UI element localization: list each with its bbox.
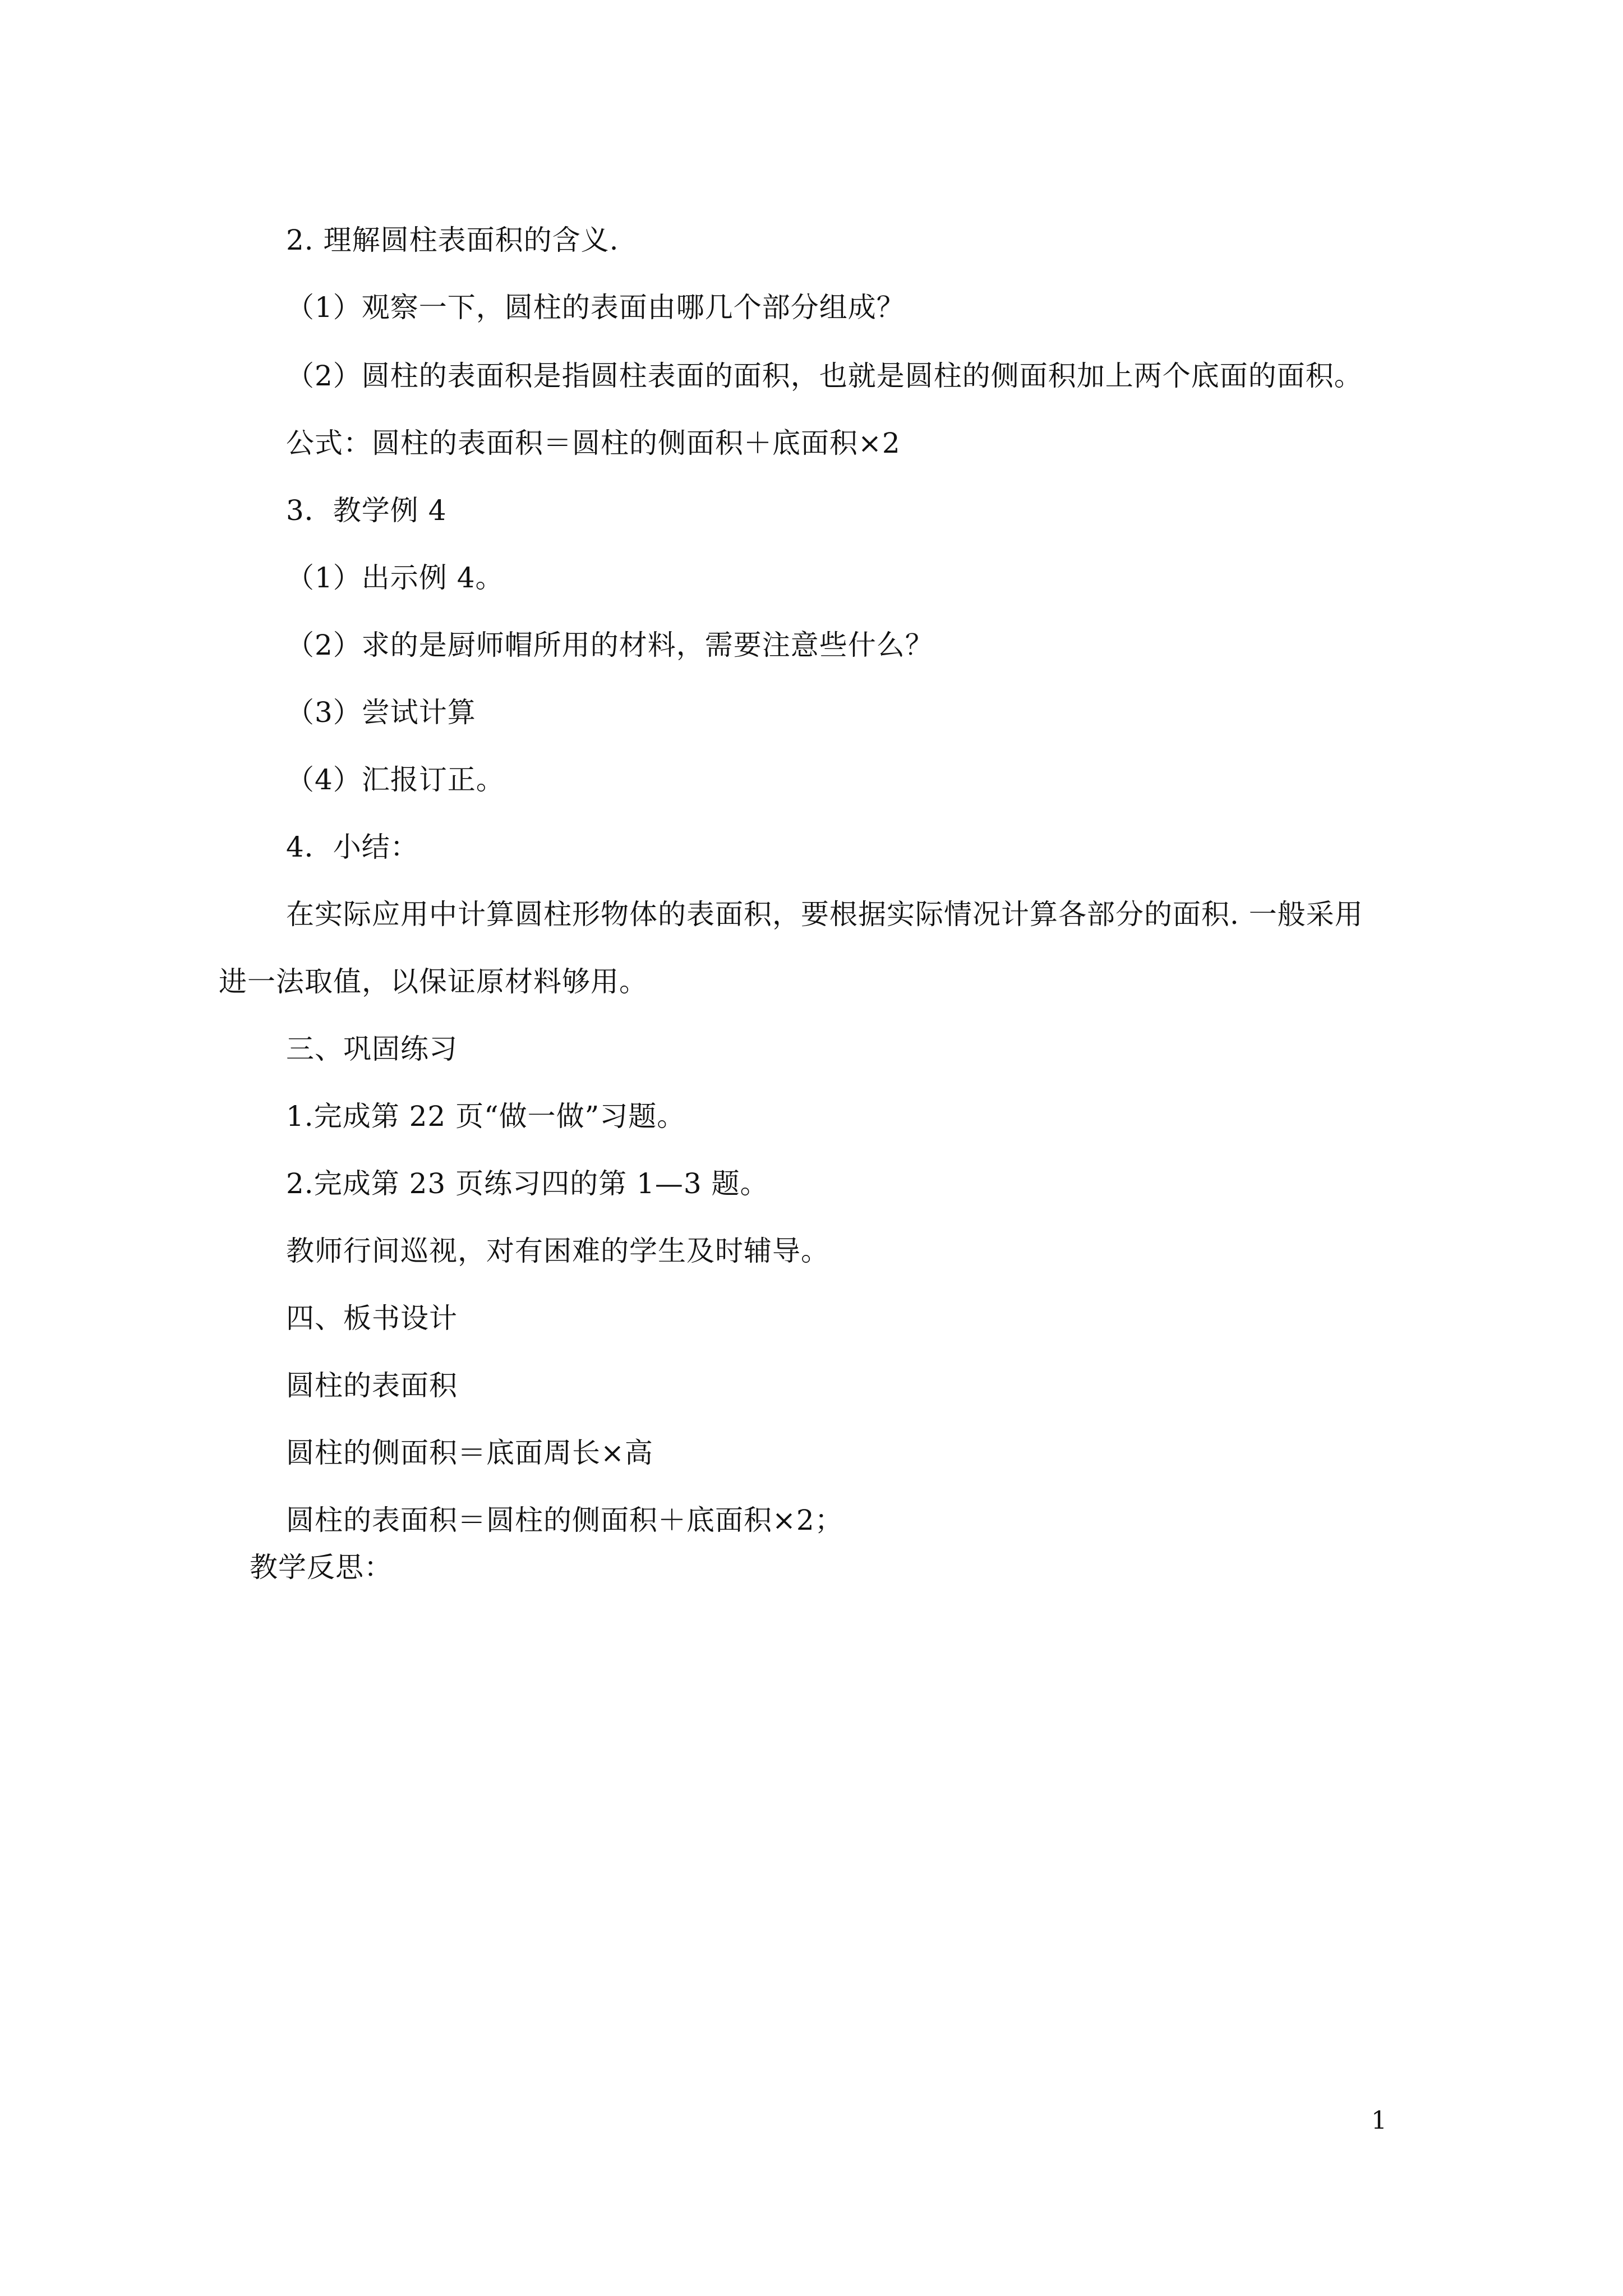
paragraph-exercise-2: 2.完成第 23 页练习四的第 1—3 题。 (286, 1167, 769, 1200)
paragraph-observe: （1）观察一下，圆柱的表面由哪几个部分组成？ (286, 291, 905, 324)
paragraph-teacher-tour: 教师行间巡视，对有困难的学生及时辅导。 (286, 1235, 829, 1267)
paragraph-try-calc: （3）尝试计算 (286, 696, 476, 729)
section-heading-example-4: 3．教学例 4 (286, 494, 447, 527)
paragraph-summary-line-1: 在实际应用中计算圆柱形物体的表面积，要根据实际情况计算各部分的面积. 一般采用 (286, 898, 1363, 931)
board-lateral-area-formula: 圆柱的侧面积＝底面周长×高 (286, 1437, 653, 1469)
page-number: 1 (1371, 2106, 1387, 2135)
paragraph-summary-line-2: 进一法取值，以保证原材料够用。 (219, 965, 648, 998)
section-heading-understand-surface-area: 2. 理解圆柱表面积的含义. (286, 224, 619, 256)
section-heading-summary: 4．小结： (286, 831, 419, 863)
formula-surface-area: 公式：圆柱的表面积＝圆柱的侧面积＋底面积×2 (286, 427, 901, 459)
paragraph-show-example: （1）出示例 4。 (286, 562, 504, 594)
board-surface-area-formula: 圆柱的表面积＝圆柱的侧面积＋底面积×2； (286, 1504, 843, 1536)
paragraph-definition: （2）圆柱的表面积是指圆柱表面的面积，也就是圆柱的侧面积加上两个底面的面积。 (286, 360, 1363, 392)
section-heading-practice: 三、巩固练习 (286, 1033, 458, 1065)
board-title: 圆柱的表面积 (286, 1369, 458, 1402)
paragraph-chef-hat: （2）求的是厨师帽所用的材料，需要注意些什么？ (286, 629, 934, 661)
paragraph-exercise-1: 1.完成第 22 页“做一做”习题。 (286, 1100, 686, 1133)
paragraph-report: （4）汇报订正。 (286, 763, 505, 796)
section-heading-board-design: 四、板书设计 (286, 1302, 458, 1335)
teaching-reflection-label: 教学反思： (250, 1551, 393, 1584)
